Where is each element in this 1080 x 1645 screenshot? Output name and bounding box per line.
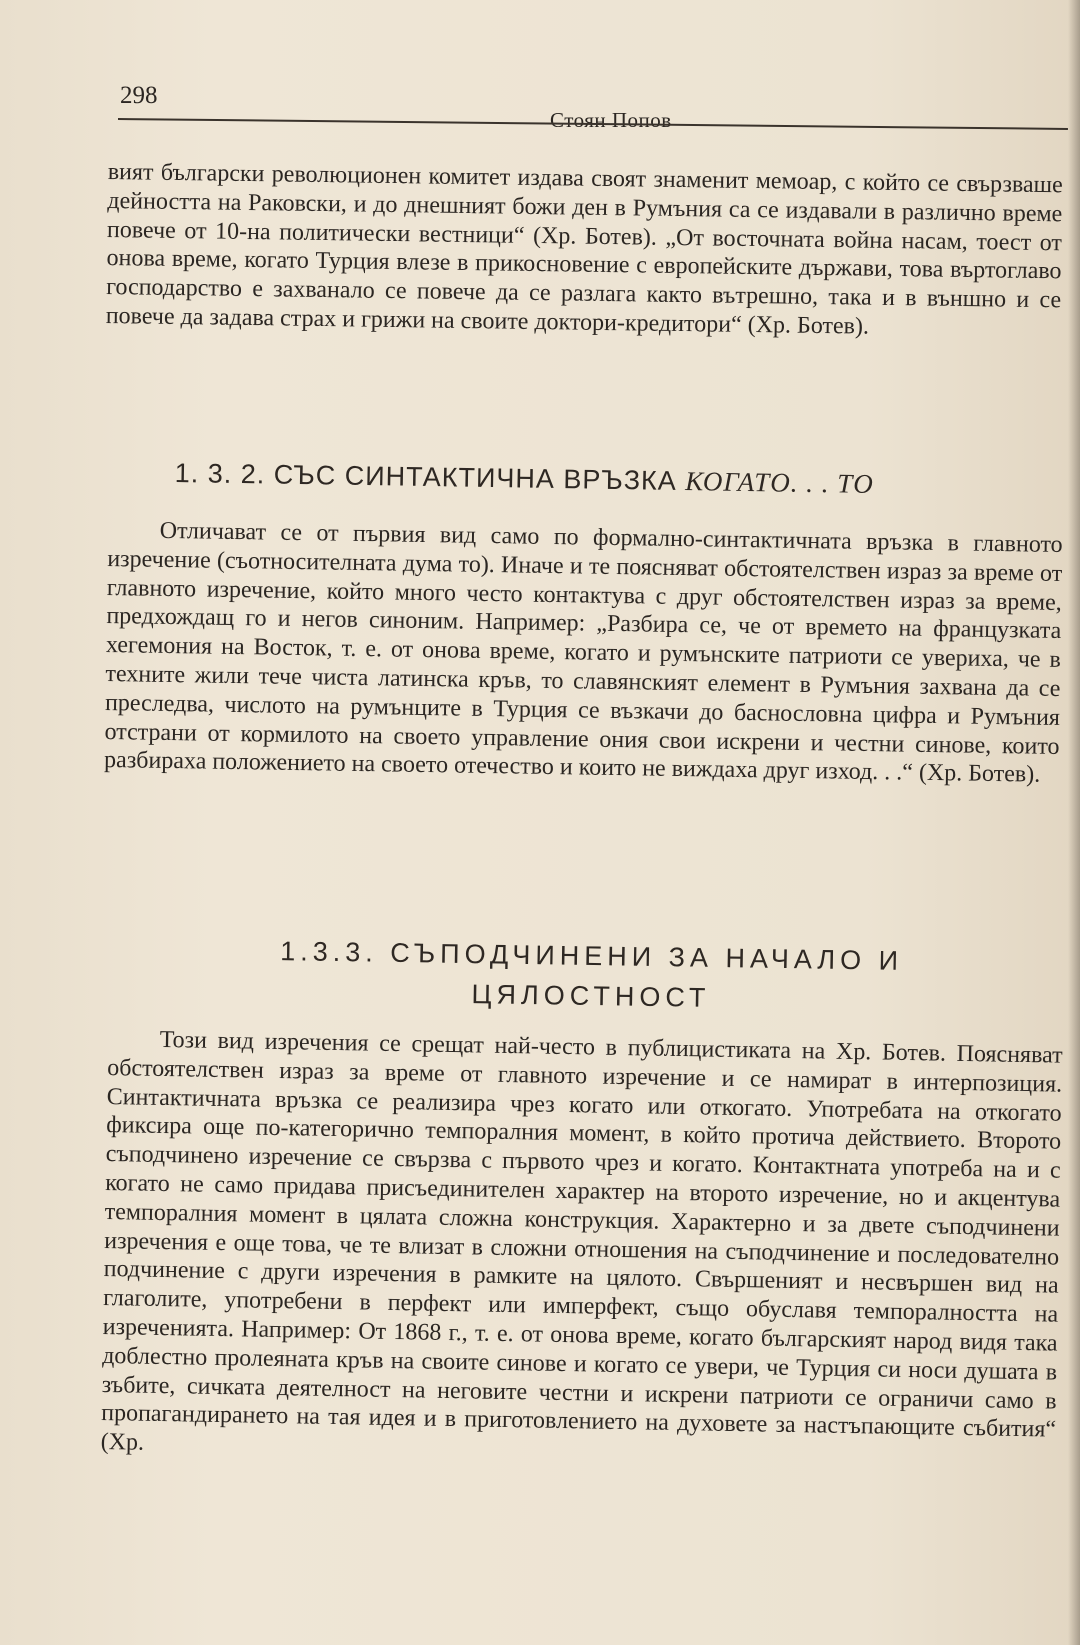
section-2-paragraph: Отличават се от първия вид само по формално-синтактичната връзка в главното изречение (съотносителната дума то). Иначе и те поясняват обстоятелствен израз за време от главното изречение, който много често контактува с друг обстоятелствен израз за време, предхождащ го и негов синоним. Например: „Разбира се, че от времето на французката хегемония на Восток, т. е. от онова време, когато и румънските патриоти се увериха, че в техните жили тече чиста латинска кръв, то славянският елемент в Румъния захвана да се преследва, числото на румънците в Турция се възкачи до баснословна цифра и Румъния отстрани от кормилото на своето управление ония свои искрени и честни синове, които разбираха положението на своето отечество и които не виждаха друг изход. . .“ (Хр. Ботев). [103,517,1063,789]
section-3-heading-line1: 1.3.3. СЪПОДЧИНЕНИ ЗА НАЧАЛО И [279,936,904,976]
section-2-heading-italic: КОГАТО. . . ТО [685,466,874,499]
section-3-heading [211,930,972,1022]
section-2-text [104,516,1063,790]
page-header [118,78,1068,138]
section-3-text [100,1025,1062,1474]
section-3-paragraph: Този вид изречения се срещат най-често в публицистиката на Хр. Ботев. Поясняват обстоятелствен израз за време от главното изречение и се намират в интерпозиция. Синтактичната връзка се реализира чрез когато или откогато. Употребата на откогато фиксира още по-категорично темпоралния момент, в който протича действието. Второто съподчинено изречение се свързва с първото чрез и когато. Контактната употреба на и с когато не само придава присъединителен характер на второто изречение, но и акцентува темпоралния момент в цялата сложна конструкция. Характерно и за двете съподчинени изречения е още това, че те влизат в сложни отношения на съподчинение и последователно подчинение с други изречения в рамките на цялото. Свършеният и несвършен вид на глаголите, употребени в перфект или имперфект, също обуславя темпоралността на изреченията. Например: От 1868 г., т. е. от онова време, когато българският народ видя така доблестно пролеяната кръв на своите синове и когато се увери, че Турция си носи душата в зъбите, сичката деятелност на неговите честни и искрени патриоти се ограничи само в пропагандирането на тая идея и в приготовлението на духовете за настъпающите събития“ (Хр. [100,1026,1063,1456]
running-head: Стоян Попов [550,108,672,132]
section-1-paragraph: вият български революционен комитет издава своят знаменит мемоар, с който се свързваше дейността на Раковски, и до днешният божи ден в Румъния са се издавали в различно време повече от 10-на политически вестници“ (Хр. Ботев). „От восточната война насам, тоест от онова време, когато Турция влезе в прикосновение с европейските държави, това въртоглаво господарство е захванало се повече да се разлага както вътрешно, така и в външно и се повече да задава страх и грижи на своите доктори-кредитори“ (Хр. Ботев). [105,158,1063,340]
section-3-heading-line2: ЦЯЛОСТНОСТ [471,979,711,1013]
page-number: 298 [120,82,158,109]
section-2-heading-prefix: 1. 3. 2. СЪС СИНТАКТИЧНА ВРЪЗКА [174,458,686,497]
section-1-text [106,158,1063,344]
page-edge-shadow [1068,0,1080,1645]
section-2-heading [175,458,874,500]
